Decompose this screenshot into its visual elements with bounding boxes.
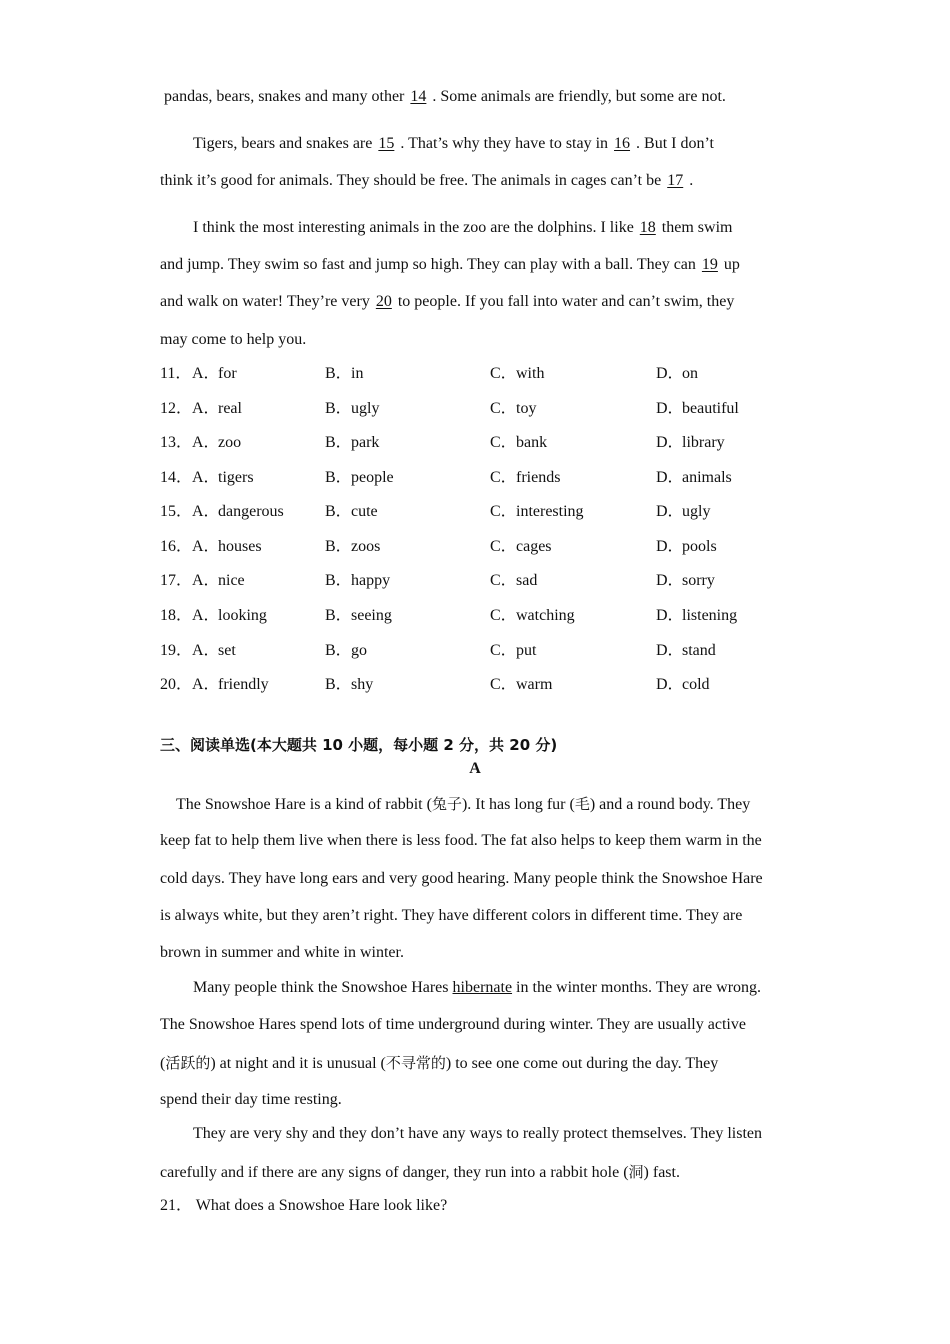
- blank-19: 19: [701, 256, 718, 273]
- question-row: 15． A．dangerous B．cute C．interesting D．ugly: [160, 503, 711, 520]
- question-row: 18． A．looking B．seeing C．watching D．listening: [160, 607, 738, 624]
- blank-17: 17: [667, 172, 684, 189]
- option-c: C．with: [490, 365, 545, 382]
- passage-line: is always white, but they aren’t right. They have different colors in different time. They are: [160, 907, 743, 924]
- option-d: D．library: [656, 434, 725, 451]
- option-a: A．set: [192, 642, 236, 659]
- option-d: D．ugly: [656, 503, 711, 520]
- option-b: B．in: [325, 365, 364, 382]
- cloze-line-7: may come to help you.: [160, 331, 307, 348]
- option-c: C．cages: [490, 538, 552, 555]
- option-d: D．stand: [656, 642, 716, 659]
- question-row: 11． A．for B．in C．with D．on: [160, 365, 698, 382]
- passage-line: cold days. They have long ears and very good hearing. Many people think the Snowshoe Hare: [160, 870, 763, 887]
- question-row: 13． A．zoo B．park C．bank D．library: [160, 434, 725, 451]
- option-b: B．people: [325, 469, 394, 486]
- passage-title: A: [469, 760, 481, 777]
- section-heading: 三、阅读单选(本大题共 10 小题，每小题 2 分，共 20 分): [160, 736, 558, 754]
- option-a: A．tigers: [192, 469, 254, 486]
- cloze-line-2: Tigers, bears and snakes are 15 . That’s why they have to stay in 16 . But I don’t: [193, 135, 714, 152]
- option-c: C．bank: [490, 434, 548, 451]
- cloze-line-6: and walk on water! They’re very 20 to people. If you fall into water and can’t swim, they: [160, 293, 735, 310]
- option-a: A．zoo: [192, 434, 242, 451]
- option-b: B．zoos: [325, 538, 381, 555]
- option-d: D．animals: [656, 469, 732, 486]
- option-c: C．warm: [490, 676, 553, 693]
- question-21: 21． What does a Snowshoe Hare look like?: [160, 1197, 448, 1214]
- cloze-line-5: and jump. They swim so fast and jump so high. They can play with a ball. They can 19 up: [160, 256, 740, 273]
- blank-16: 16: [614, 135, 631, 152]
- option-d: D．cold: [656, 676, 710, 693]
- passage-line: The Snowshoe Hare is a kind of rabbit (兔子). It has long fur (毛) and a round body. They: [176, 795, 751, 813]
- passage-line: Many people think the Snowshoe Hares hibernate in the winter months. They are wrong.: [193, 979, 762, 996]
- option-d: D．pools: [656, 538, 717, 555]
- option-a: A．looking: [192, 607, 267, 624]
- option-b: B．cute: [325, 503, 378, 520]
- question-row: 20． A．friendly B．shy C．warm D．cold: [160, 676, 710, 693]
- option-c: C．sad: [490, 572, 538, 589]
- cloze-line-1: pandas, bears, snakes and many other 14 . Some animals are friendly, but some are not.: [164, 88, 726, 105]
- option-d: D．listening: [656, 607, 738, 624]
- blank-14: 14: [410, 88, 427, 105]
- option-c: C．put: [490, 642, 537, 659]
- option-b: B．ugly: [325, 400, 380, 417]
- blank-20: 20: [375, 293, 392, 310]
- passage-line: spend their day time resting.: [160, 1091, 342, 1108]
- option-b: B．park: [325, 434, 380, 451]
- option-d: D．sorry: [656, 572, 715, 589]
- passage-line: (活跃的) at night and it is unusual (不寻常的) to see one come out during the day. They: [160, 1054, 719, 1072]
- option-a: A．for: [192, 365, 237, 382]
- passage-line: They are very shy and they don’t have any ways to really protect themselves. They listen: [193, 1125, 763, 1142]
- cloze-line-4: I think the most interesting animals in the zoo are the dolphins. I like 18 them swim: [193, 219, 733, 236]
- option-a: A．real: [192, 400, 242, 417]
- question-row: 12． A．real B．ugly C．toy D．beautiful: [160, 400, 739, 417]
- question-row: 19． A．set B．go C．put D．stand: [160, 642, 716, 659]
- cloze-line-3: think it’s good for animals. They should be free. The animals in cages can’t be 17 .: [160, 172, 694, 189]
- passage-line: The Snowshoe Hares spend lots of time underground during winter. They are usually active: [160, 1016, 746, 1033]
- question-row: 16． A．houses B．zoos C．cages D．pools: [160, 538, 717, 555]
- option-b: B．seeing: [325, 607, 392, 624]
- option-a: A．friendly: [192, 676, 269, 693]
- option-c: C．watching: [490, 607, 575, 624]
- option-b: B．shy: [325, 676, 374, 693]
- option-a: A．nice: [192, 572, 245, 589]
- option-a: A．dangerous: [192, 503, 284, 520]
- question-row: 14． A．tigers B．people C．friends D．animals: [160, 469, 732, 486]
- hibernate-word: hibernate: [452, 979, 513, 996]
- option-b: B．go: [325, 642, 367, 659]
- passage-line: carefully and if there are any signs of danger, they run into a rabbit hole (洞) fast.: [160, 1163, 680, 1181]
- option-b: B．happy: [325, 572, 391, 589]
- option-c: C．friends: [490, 469, 561, 486]
- blank-18: 18: [639, 219, 656, 236]
- option-c: C．toy: [490, 400, 537, 417]
- option-d: D．beautiful: [656, 400, 739, 417]
- passage-line: brown in summer and white in winter.: [160, 944, 404, 961]
- option-c: C．interesting: [490, 503, 584, 520]
- question-row: 17． A．nice B．happy C．sad D．sorry: [160, 572, 715, 589]
- blank-15: 15: [378, 135, 395, 152]
- option-a: A．houses: [192, 538, 262, 555]
- option-d: D．on: [656, 365, 698, 382]
- passage-line: keep fat to help them live when there is less food. The fat also helps to keep them warm in the: [160, 832, 762, 849]
